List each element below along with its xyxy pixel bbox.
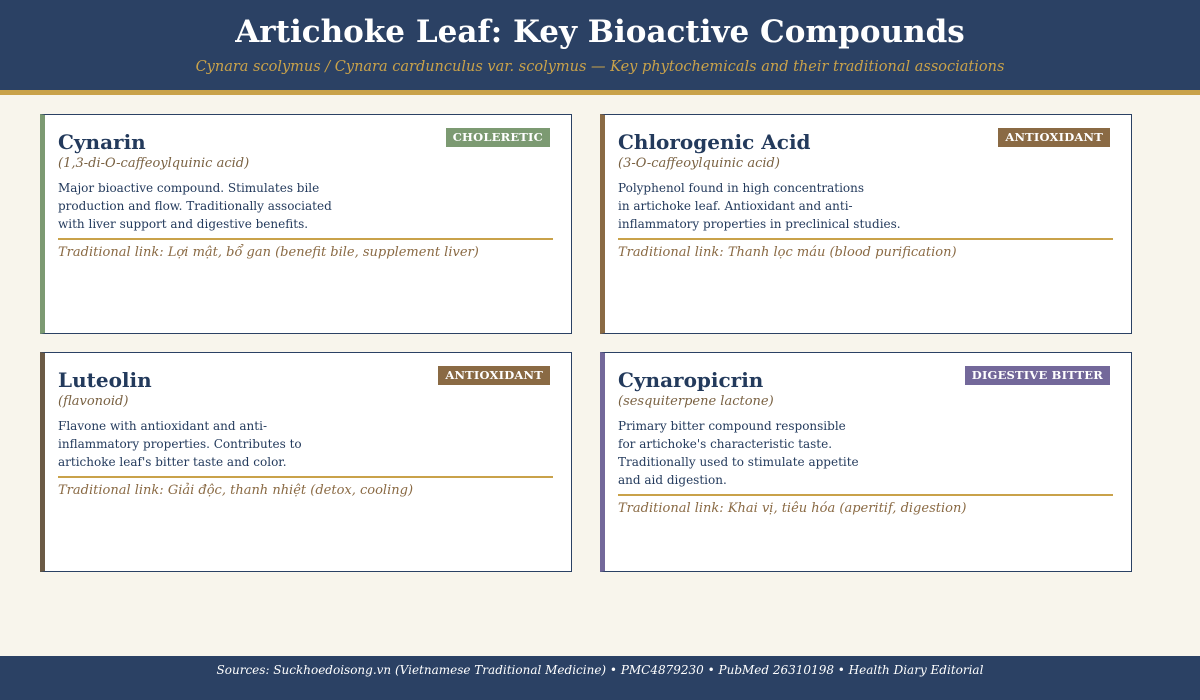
- category-badge: ANTIOXIDANT: [998, 128, 1110, 147]
- sources-text: Sources: Suckhoedoisong.vn (Vietnamese Traditional Medicine) • PMC4879230 • PubMed 26310198 • Health Diary Editorial: [216, 663, 984, 677]
- card-divider: [618, 238, 1113, 240]
- description-line: with liver support and digestive benefits.: [58, 217, 309, 231]
- compound-name: Chlorogenic Acid: [618, 130, 811, 154]
- traditional-link: Traditional link: Lợi mật, bổ gan (benefit bile, supplement liver): [58, 245, 479, 260]
- description-line: Flavone with antioxidant and anti-: [58, 419, 267, 433]
- category-badge: ANTIOXIDANT: [438, 366, 550, 385]
- description-line: Major bioactive compound. Stimulates bile: [58, 181, 320, 195]
- description-line: production and flow. Traditionally associated: [58, 199, 332, 213]
- compound-description: [618, 417, 908, 489]
- description-line: Polyphenol found in high concentrations: [618, 181, 865, 195]
- compound-description: [58, 179, 348, 233]
- compound-name: Cynarin: [58, 130, 146, 154]
- traditional-link: Traditional link: Giải độc, thanh nhiệt (detox, cooling): [58, 483, 414, 498]
- compound-card-cynaropicrin: [600, 352, 1132, 572]
- compound-card-chlorogenic-acid: [600, 114, 1132, 334]
- description-line: for artichoke's characteristic taste.: [618, 437, 833, 451]
- description-line: Primary bitter compound responsible: [618, 419, 846, 433]
- compound-card-luteolin: [40, 352, 572, 572]
- compound-chemical-name: (flavonoid): [58, 394, 129, 409]
- compound-name: Cynaropicrin: [618, 368, 764, 392]
- description-line: inflammatory properties in preclinical studies.: [618, 217, 901, 231]
- header-divider: [0, 90, 1200, 95]
- description-line: Traditionally used to stimulate appetite: [618, 455, 859, 469]
- compound-description: [618, 179, 908, 233]
- description-line: in artichoke leaf. Antioxidant and anti-: [618, 199, 853, 213]
- compound-name: Luteolin: [58, 368, 152, 392]
- page-title: Artichoke Leaf: Key Bioactive Compounds: [235, 14, 965, 50]
- category-badge: DIGESTIVE BITTER: [965, 366, 1110, 385]
- compound-chemical-name: (1,3-di-O-caffeoylquinic acid): [58, 156, 250, 171]
- traditional-link: Traditional link: Khai vị, tiêu hóa (aperitif, digestion): [618, 501, 967, 516]
- page-subtitle: Cynara scolymus / Cynara cardunculus var. scolymus — Key phytochemicals and their traditional associations: [195, 59, 1005, 75]
- category-badge: CHOLERETIC: [446, 128, 550, 147]
- card-divider: [58, 476, 553, 478]
- description-line: artichoke leaf's bitter taste and color.: [58, 455, 287, 469]
- compound-chemical-name: (3-O-caffeoylquinic acid): [618, 156, 780, 171]
- traditional-link: Traditional link: Thanh lọc máu (blood purification): [618, 245, 957, 260]
- compound-description: [58, 417, 348, 471]
- description-line: inflammatory properties. Contributes to: [58, 437, 302, 451]
- compound-card-cynarin: [40, 114, 572, 334]
- description-line: and aid digestion.: [618, 473, 727, 487]
- page-footer: [0, 656, 1200, 700]
- page-header: [0, 0, 1200, 90]
- compound-chemical-name: (sesquiterpene lactone): [618, 394, 774, 409]
- card-divider: [58, 238, 553, 240]
- card-divider: [618, 494, 1113, 496]
